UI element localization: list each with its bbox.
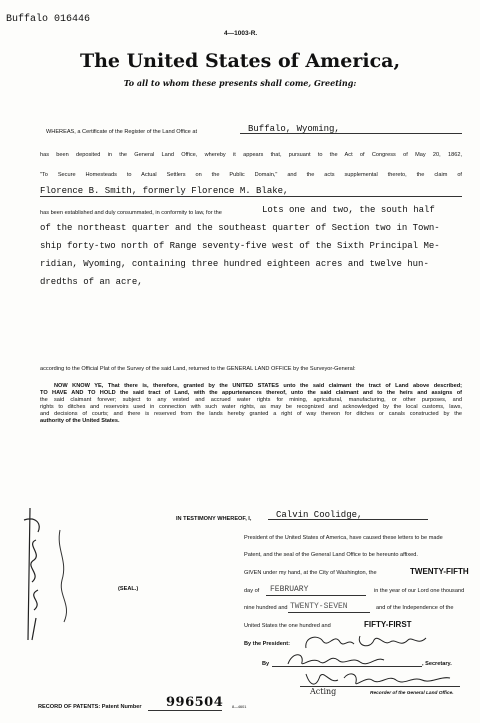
deposited-line: has been deposited in the General Land Office, whereby it appears that, pursuant to the Act of Congress of May 20, 1862, [40,152,462,158]
year-line [288,612,370,613]
year-of-lord: in the year of our Lord one thousand [374,588,465,594]
nine-hundred-label: nine hundred and [244,605,288,611]
day-of-label: day of [244,588,260,594]
acting-label: Acting [310,687,337,696]
independence-year: FIFTY-FIRST [364,620,412,629]
year-value: TWENTY-SEVEN [290,602,348,611]
by-president-label: By the President: [244,641,291,647]
plat-line: according to the Official Plat of the Survey of the said Land, returned to the GENERAL LAND OFFICE by the Surveyor-General: [40,366,356,372]
grant-line-2: TO HAVE AND TO HOLD the said tract of Land, with the appurtenances thereof, unto the said claimant and to the heirs and assigns of [40,390,462,396]
month-value: FEBRUARY [270,585,309,594]
president-line [268,519,428,520]
secretary-label: , Secretary. [422,661,452,667]
testimony-prefix: IN TESTIMONY WHEREOF, I, [176,516,252,522]
whereas-prefix: WHEREAS, a Certificate of the Register of the Land Office at [46,129,197,135]
independence-label: and of the Independence of the [376,605,454,611]
land-office: Buffalo, Wyoming, [248,124,340,134]
grant-line-1: NOW KNOW YE, That there is, therefore, granted by the UNITED STATES unto the said claimant the tract of Land above described; [54,383,462,389]
grant-line-3: the said claimant forever; subject to any vested and accrued water rights for mining, agricultural, manufacturing, or other purposes, and [40,397,462,403]
day-value: TWENTY-FIFTH [410,567,469,576]
patent-number: 996504 [166,695,224,710]
claimant-line [40,196,462,197]
description-line-1: Lots one and two, the south half [262,205,435,215]
form-code: 8—4601 [232,705,247,709]
seal-label: (SEAL.) [118,586,139,592]
description-line-2: of the northeast quarter and the southeast quarter of Section two in Town- [40,223,440,233]
serial-header: Buffalo 016446 [6,14,91,25]
grant-line-6: authority of the United States. [40,418,120,424]
form-number: 4—1003-R. [224,30,258,37]
recorder-label: Recorder of the General Land Office. [370,691,454,696]
document-title: The United States of America, [79,50,401,72]
grant-line-4: rights to ditches and reservoirs used in connection with such water rights, as may be recognized and acknowledged by the local customs, laws, [40,404,462,410]
president-name: Calvin Coolidge, [276,510,363,520]
month-line [266,595,366,596]
united-states-line: United States the one hundred and [244,623,331,629]
land-office-line [240,133,462,134]
margin-handwriting [16,500,86,650]
description-line-3: ship forty-two north of Range seventy-five west of the Sixth Principal Me- [40,241,440,251]
by-label: By [262,661,270,667]
secretary-signature [280,648,420,670]
testimony-line-2: Patent, and the seal of the General Land Office to be hereunto affixed. [244,552,418,558]
established-prefix: has been established and duly consummated, in conformity to law, for the [40,210,222,216]
greeting: To all to whom these presents shall come, Greeting: [123,78,357,88]
given-line: GIVEN under my hand, at the City of Washington, the [244,570,377,576]
record-label: RECORD OF PATENTS: Patent Number [38,704,142,710]
act-line: "To Secure Homesteads to Actual Settlers on the Public Domain," and the acts supplemental thereto, the claim of [40,172,462,178]
description-line-5: dredths of an acre, [40,277,143,287]
description-line-4: ridian, Wyoming, containing three hundred eighteen acres and twelve hun- [40,259,429,269]
patent-number-line [148,710,222,711]
testimony-line-1: President of the United States of America, have caused these letters to be made [244,535,443,541]
recorder-signature [300,668,460,690]
claimant-name: Florence B. Smith, formerly Florence M. Blake, [40,186,289,196]
grant-line-5: and decisions of courts; and there is reserved from the lands hereby granted a right of way thereon for ditches or canals constructed by the [40,411,462,417]
